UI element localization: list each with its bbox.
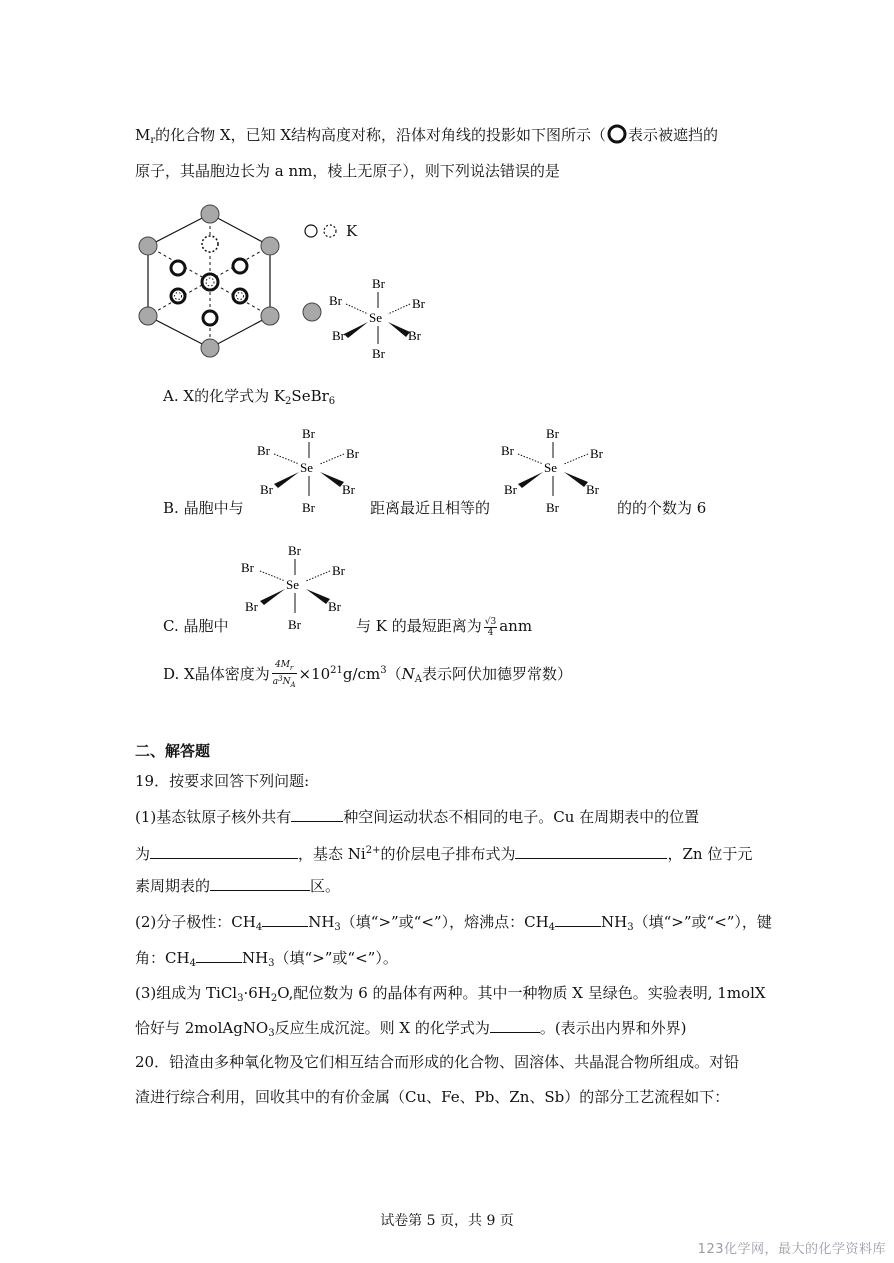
svg-text:Br: Br [288,543,301,558]
option-d-note-n: N [401,665,415,683]
sebr6-legend-icon [302,302,322,322]
option-a-mid: SeBr [291,387,329,405]
option-d-frac-num-sub: r [289,664,294,672]
option-c-post [356,615,532,638]
svg-text:Br: Br [332,563,345,578]
option-d-pre: X晶体密度为 [184,665,270,683]
option-d-note-rest: 表示阿伏加德罗常数） [421,665,572,683]
svg-text:Br: Br [302,500,315,515]
br-right-up: Br [412,296,425,311]
q19-p3-e: 反应生成沉淀。则 X 的化学式为 [274,1019,490,1037]
answer-blank-3[interactable] [515,842,667,859]
q20-line1: 20．铅渣由多种氧化物及它们相互结合而形成的化合物、固溶体、共晶混合物所组成。对铅 [135,1053,740,1071]
q19-p3-d: 恰好与 2molAgNO [135,1019,269,1037]
answer-blank-6[interactable] [555,910,601,927]
q19-p3-a-sub: 3 [237,993,244,1004]
q19-p1-c: 为 [135,845,151,863]
option-c-fraction [484,617,497,638]
sebr6-molecule-b1 [254,424,370,516]
option-a-sub2: 6 [328,396,336,407]
svg-text:Br: Br [501,443,514,458]
q19-p1-e: 的价层电子排布式为 [380,845,516,863]
svg-text:Br: Br [586,482,599,497]
svg-text:Br: Br [257,443,270,458]
q19-part1-line3 [135,874,340,897]
q19-p2-d-sub: 3 [627,922,634,933]
q19-p2-c-sub: 4 [548,922,556,933]
option-d-note-pre: （ [386,665,402,683]
option-b-label-text [163,497,244,519]
q19-p3-a: (3)组成为 TiCl [135,984,238,1002]
q19-title: 19．按要求回答下列问题: [135,772,310,790]
svg-text:Br: Br [245,599,258,614]
q19-part2-line2 [135,946,398,975]
answer-blank-7[interactable] [196,946,242,963]
q19-p2-a: (2)分子极性：CH [135,913,256,931]
sebr6-molecule-c [238,541,354,633]
q19-p1-g: 素周期表的 [135,877,211,895]
q19-part3-line2 [135,1016,687,1045]
sebr6-molecule-b2 [498,424,614,516]
sebr6-molecule-main [328,274,432,366]
option-d-times: ×10 [298,665,331,683]
option-c-frac-den: 4 [487,627,494,638]
svg-text:Br: Br [504,482,517,497]
br-left-down: Br [332,328,345,343]
q19-p1-b: 种空间运动状态不相同的电子。Cu 在周期表中的位置 [343,808,700,826]
q19-p1-d: ，基态 Ni [298,845,366,863]
q19-p2-b: NH [308,913,335,931]
q19-part3-line1 [135,982,766,1010]
option-d-unit: g/cm [342,665,381,683]
q19-p1-h: 区。 [310,877,341,895]
svg-text:Se: Se [300,460,313,475]
option-d-note-n-sub: A [414,674,422,685]
svg-text:Br: Br [346,446,359,461]
mr-symbol: M [135,126,151,144]
option-d-frac-den [272,674,297,690]
site-watermark: 123化学网，最大的化学资料库 [697,1242,886,1257]
option-d-frac-den-n: N [282,677,291,687]
k-legend-label: K [346,222,358,240]
q19-p2-f-sub: 4 [189,958,196,969]
q19-p2-b-sub: 3 [334,922,341,933]
q19-p1-f: ，Zn 位于元 [667,845,753,863]
option-c-post-text: 与 K 的最短距离为 [356,617,482,635]
option-d-exp: 21 [330,665,343,676]
q19-p3-b-sub: 2 [270,993,278,1004]
option-a-label: A. [163,387,179,405]
q19-p2-g: NH [241,949,269,967]
intro-text: 的化合物 X，已知 X结构高度对称，沿体对角线的投影如下图所示（ [155,126,607,144]
option-d-frac-num [272,660,297,674]
option-b-pre: 晶胞中与 [183,499,244,517]
q19-p2-g-sub: 3 [268,958,275,969]
hidden-atom-symbol-icon [606,124,628,144]
q19-part1-line1 [135,805,699,828]
projection-diagram [132,198,292,358]
answer-blank-4[interactable] [210,874,310,891]
svg-text:Br: Br [342,482,355,497]
option-b-label: B. [163,499,179,517]
intro-line-1 [135,124,718,152]
q19-p3-c: O,配位数为 6 的晶体有两种。其中一种物质 X 呈绿色。实验表明, 1molX [277,984,766,1002]
q19-p3-b: ·6H [243,984,271,1002]
option-b-post: 的的个数为 6 [617,499,707,517]
svg-text:Br: Br [241,560,254,575]
option-c-pre: 晶胞中 [183,617,229,635]
option-a-sub1: 2 [285,396,292,407]
br-top: Br [372,276,385,291]
option-a [163,385,335,413]
q19-part2-line1 [135,910,772,939]
svg-text:Se: Se [286,577,299,592]
answer-blank-5[interactable] [262,910,308,927]
br-bottom: Br [372,346,385,361]
svg-text:Br: Br [302,426,315,441]
q19-p1-d-sup: 2+ [365,845,381,856]
br-left-up: Br [329,293,342,308]
br-right-down: Br [408,328,421,343]
section-title: 二、解答题 [135,742,211,760]
q19-p3-f: 。(表示出内界和外界) [539,1019,687,1037]
svg-text:Br: Br [546,500,559,515]
svg-text:Br: Br [260,482,273,497]
option-d-frac-den-sup: 3 [278,675,283,683]
k-legend-icon [303,222,343,240]
svg-text:Br: Br [328,599,341,614]
option-d-label: D. [163,665,180,683]
option-d-fraction [272,660,297,690]
q19-part1-line2 [135,840,752,865]
intro-line-2: 原子，其晶胞边长为 a nm，棱上无原子），则下列说法错误的是 [135,162,560,180]
svg-text:Br: Br [288,617,301,632]
option-c-unit: anm [499,617,533,635]
option-d-frac-num-text: 4M [274,660,290,670]
q19-p3-d-sub: 3 [268,1028,275,1039]
q19-p2-d: NH [601,913,628,931]
se-center: Se [369,310,382,325]
q20-line2: 渣进行综合利用，回收其中的有价金属（Cu、Fe、Pb、Zn、Sb）的部分工艺流程如下： [135,1088,730,1106]
svg-text:Se: Se [544,460,557,475]
svg-text:Br: Br [546,426,559,441]
answer-blank-1[interactable] [291,805,343,822]
option-c-frac-num: √3 [484,616,497,627]
q19-p2-a-sub: 4 [255,922,263,933]
option-d [163,660,572,691]
q19-p2-e: （填“>”或“<”），键 [633,913,772,931]
q19-p2-c: （填“>”或“<”），熔沸点：CH [340,913,549,931]
option-c-label: C. [163,617,179,635]
option-c-label-text [163,615,229,637]
intro-tail: 表示被遮挡的 [628,126,719,144]
option-a-text: X的化学式为 K [183,387,286,405]
q19-p2-f: 角：CH [135,949,190,967]
q19-p1-a: (1)基态钛原子核外共有 [135,808,292,826]
mr-subscript: r [150,135,156,146]
option-d-frac-den-sub: A [290,681,296,689]
svg-text:Br: Br [590,446,603,461]
option-b-mid: 距离最近且相等的 [370,499,491,517]
answer-blank-2[interactable] [150,842,298,859]
q19-p2-h: （填“>”或“<”）。 [274,949,398,967]
option-d-frac-den-a: a [272,677,279,687]
page-footer: 试卷第 5 页，共 9 页 [380,1213,514,1229]
answer-blank-8[interactable] [490,1016,540,1033]
option-d-unit-sup: 3 [380,665,387,676]
